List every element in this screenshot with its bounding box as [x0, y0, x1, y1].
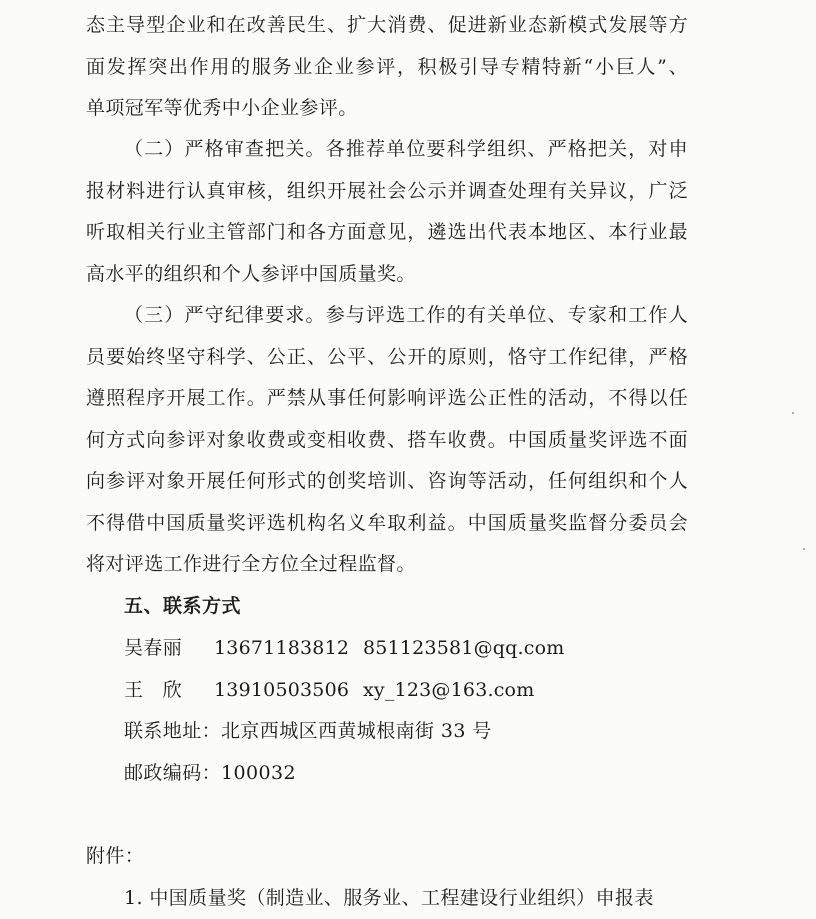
intro-line-1: 态主导型企业和在改善民生、扩大消费、促进新业态新模式发展等方: [86, 14, 688, 36]
section-two-line-3: 听取相关行业主管部门和各方面意见，遴选出代表本地区、本行业最: [86, 221, 688, 243]
contact-heading: 五、联系方式: [124, 595, 242, 617]
scan-speck: [803, 548, 805, 550]
section-two-line-2: 报材料进行认真审核，组织开展社会公示并调查处理有关异议，广泛: [86, 180, 688, 202]
section-two-line-4: 高水平的组织和个人参评中国质量奖。: [86, 263, 416, 285]
contact-name: 王 欣: [124, 679, 183, 701]
section-three-line-5: 向参评对象开展任何形式的创奖培训、咨询等活动，任何组织和个人: [86, 470, 688, 492]
contact-phone: 13671183812: [214, 637, 350, 659]
section-three-line-2: 员要始终坚守科学、公正、公平、公开的原则，恪守工作纪律，严格: [86, 346, 688, 368]
scan-speck: [792, 412, 794, 414]
contact-postcode: 邮政编码：100032: [124, 762, 296, 784]
section-three-line-1: （三）严守纪律要求。参与评选工作的有关单位、专家和工作人: [124, 304, 688, 326]
section-three-line-4: 何方式向参评对象收费或变相收费、搭车收费。中国质量奖评选不面: [86, 429, 688, 451]
contact-name: 吴春丽: [124, 637, 183, 659]
intro-line-2: 面发挥突出作用的服务业企业参评，积极引导专精特新“小巨人”、: [86, 56, 688, 78]
intro-line-3: 单项冠军等优秀中小企业参评。: [86, 97, 358, 119]
contact-email: xy_123@163.com: [363, 679, 535, 701]
contact-address: 联系地址：北京西城区西黄城根南街 33 号: [124, 720, 492, 742]
attachment-item: 1. 中国质量奖（制造业、服务业、工程建设行业组织）申报表: [124, 887, 654, 909]
section-three-line-3: 遵照程序开展工作。严禁从事任何影响评选公正性的活动，不得以任: [86, 387, 688, 409]
contact-phone: 13910503506: [214, 679, 350, 701]
section-three-line-6: 不得借中国质量奖评选机构名义牟取利益。中国质量奖监督分委员会: [86, 512, 688, 534]
section-three-line-7: 将对评选工作进行全方位全过程监督。: [86, 553, 416, 575]
section-two-line-1: （二）严格审查把关。各推荐单位要科学组织、严格把关，对申: [124, 138, 688, 160]
attachments-label: 附件：: [86, 845, 145, 867]
contact-email: 851123581@qq.com: [363, 637, 565, 659]
